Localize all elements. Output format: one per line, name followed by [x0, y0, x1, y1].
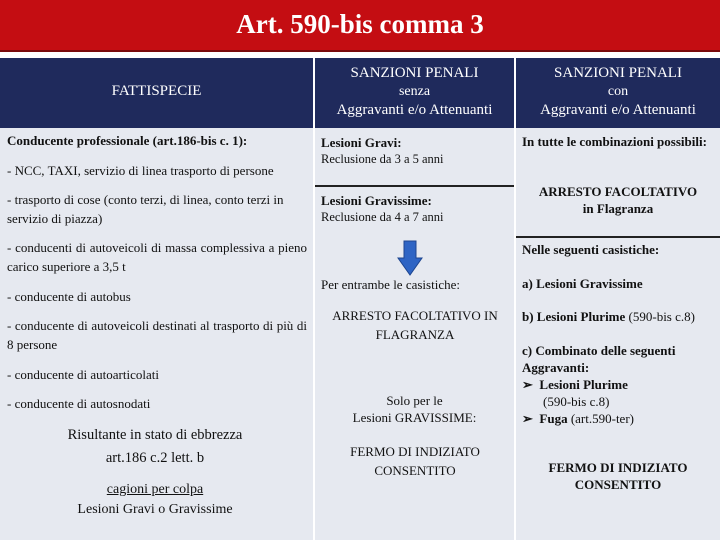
header-sanzioni-con	[516, 58, 720, 128]
list-item: - NCC, TAXI, servizio di linea trasporto di persone	[7, 163, 274, 178]
header-con-line2: con	[607, 84, 629, 99]
header-senza-line3: Aggravanti e/o Attenuanti	[336, 102, 493, 118]
header-con-line1: SANZIONI PENALI	[554, 65, 682, 81]
arresto-facoltativo: ARRESTO FACOLTATIVO IN FLAGRANZA	[332, 308, 498, 342]
list-item: - conducente di autosnodati	[7, 396, 151, 411]
both-cases-label: Per entrambe le casistiche:	[321, 277, 460, 292]
case-b	[522, 307, 717, 326]
fermo-line1: FERMO DI INDIZIATO	[548, 460, 688, 475]
all-combinations: In tutte le combinazioni possibili:	[522, 134, 707, 149]
arresto-line2: in Flagranza	[582, 201, 654, 216]
case-c-title: c) Combinato delle seguenti Aggravanti:	[522, 343, 676, 375]
case-c-item2-ref: (art.590-ter)	[570, 411, 634, 426]
header-senza-line2: senza	[398, 84, 431, 99]
gravissime-title: Lesioni Gravissime:	[321, 193, 432, 208]
risultante-line2: art.186 c.2 lett. b	[105, 450, 205, 466]
page-title: Art. 590-bis comma 3	[0, 0, 720, 52]
down-arrow-icon	[397, 240, 423, 276]
fermo-indiziato: FERMO DI INDIZIATO CONSENTITO	[350, 444, 480, 478]
case-c-item	[522, 376, 717, 393]
list-item: - conducenti di autoveicoli di massa complessiva a pieno carico superiore a 3,5 t	[7, 240, 307, 274]
gravissime-penalty: Reclusione da 4 a 7 anni	[321, 210, 444, 224]
list-item: - trasporto di cose (conto terzi, di linea, conto terzi in servizio di piazza)	[7, 192, 284, 226]
header-fattispecie	[0, 58, 313, 128]
arrow-bullet-icon: ➢	[522, 377, 533, 392]
case-c-item1-label: Lesioni Plurime	[539, 377, 628, 392]
case-c-item2-label: Fuga	[539, 411, 568, 426]
cause-rest: Lesioni Gravi o Gravissime	[77, 502, 233, 517]
divider	[516, 236, 720, 238]
risultante-line1: Risultante in stato di ebbrezza	[67, 427, 243, 443]
case-b-ref: (590-bis c.8)	[628, 309, 695, 324]
gravi-penalty: Reclusione da 3 a 5 anni	[321, 152, 444, 166]
solo-per-le: Solo per le	[386, 393, 443, 408]
arrow-bullet-icon: ➢	[522, 411, 533, 426]
case-c-item	[522, 410, 717, 427]
list-item: - conducente di autoveicoli destinati al trasporto di più di 8 persone	[7, 318, 307, 352]
divider	[315, 185, 514, 187]
cases-title: Nelle seguenti casistiche:	[522, 242, 660, 257]
fermo-line2: CONSENTITO	[574, 477, 662, 492]
case-a: a) Lesioni Gravissime	[522, 276, 643, 291]
header-sanzioni-senza	[315, 58, 514, 128]
solo-lesioni-gravissime: Lesioni GRAVISSIME:	[352, 410, 477, 425]
list-item: - conducente di autobus	[7, 289, 131, 304]
fattispecie-intro: Conducente professionale (art.186-bis c. 1):	[7, 133, 248, 148]
cause-underlined: cagioni per colpa	[106, 482, 204, 497]
header-con-line3: Aggravanti e/o Attenuanti	[540, 102, 696, 118]
case-c-item1-ref: (590-bis c.8)	[543, 394, 610, 409]
arresto-line1: ARRESTO FACOLTATIVO	[538, 184, 698, 199]
case-b-label: b) Lesioni Plurime	[522, 309, 626, 324]
gravi-title: Lesioni Gravi:	[321, 135, 402, 150]
header-fattispecie-label: FATTISPECIE	[111, 83, 202, 99]
header-senza-line1: SANZIONI PENALI	[350, 65, 479, 81]
list-item: - conducente di autoarticolati	[7, 367, 159, 382]
